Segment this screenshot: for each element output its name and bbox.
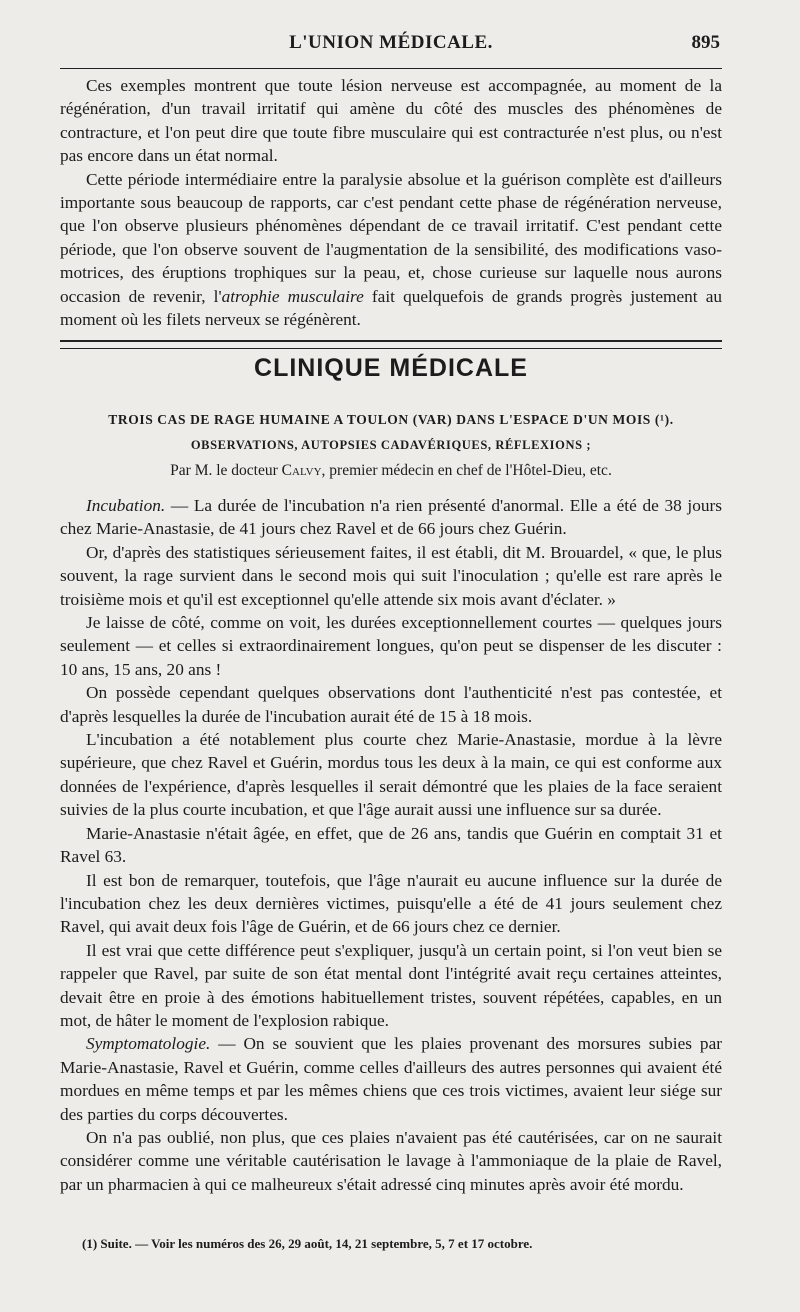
intro-text-block bbox=[60, 74, 722, 331]
paragraph-text: — On se souvient que les plaies provenant des morsures subies par Marie-Anastasie, Ravel et Guérin, comme celles d'ailleurs des autres personnes qui avaient été mordues en même temps et par les mêmes chiens que ces trois victimes, avaient leur siége sur des parties du corps découvertes. bbox=[60, 1034, 722, 1124]
header-rule bbox=[60, 68, 722, 69]
running-title: L'UNION MÉDICALE. bbox=[289, 32, 493, 53]
paragraph bbox=[60, 494, 722, 541]
paragraph: L'incubation a été notablement plus courte chez Marie-Anastasie, mordue à la lèvre supérieure, que chez Ravel et Guérin, mordus tous les deux à la main, ce qui est conforme aux données de l'expérience, d'après lesquelles il serait démontré que les plaies de la face seraient suivies de la plus courte incubation, et que l'âge aurait aussi une influence sur sa durée. bbox=[60, 730, 722, 820]
paragraph: Marie-Anastasie n'était âgée, en effet, que de 26 ans, tandis que Guérin en comptait 31 et Ravel 63. bbox=[60, 823, 722, 867]
section-title: CLINIQUE MÉDICALE bbox=[254, 354, 528, 382]
paragraph: Il est vrai que cette différence peut s'expliquer, jusqu'à un certain point, si l'on veut bien se rappeler que Ravel, par suite de son état mental dont l'intégrité avait reçu certaines atteintes, devait être en proie à des émotions habituellement tristes, souvent répétées, capables, en un mot, de hâter le moment de l'explosion rabique. bbox=[60, 940, 722, 1030]
article-body bbox=[60, 494, 722, 1196]
running-header bbox=[60, 26, 722, 62]
section-divider bbox=[60, 340, 722, 349]
paragraph-text: fait quelquefois de grands progrès justement au moment où les filets nerveux se régénèrent. bbox=[60, 286, 722, 330]
section-heading-inline: Incubation. bbox=[86, 496, 166, 515]
paragraph bbox=[60, 1032, 722, 1126]
article-subtitle: OBSERVATIONS, AUTOPSIES CADAVÉRIQUES, RÉFLEXIONS ; bbox=[190, 438, 592, 452]
paragraph: Or, d'après des statistiques sérieusement faites, il est établi, dit M. Brouardel, « que, le plus souvent, la rage survient dans le second mois qui suit l'inoculation ; qu'elle est rare après le troisième mois et qu'il est exceptionnel qu'elle attende six mois avant d'éclater. » bbox=[60, 542, 722, 609]
italic-term: atrophie musculaire bbox=[221, 286, 364, 306]
article-title: TROIS CAS DE RAGE HUMAINE A TOULON (VAR) DANS L'ESPACE D'UN MOIS (¹). bbox=[108, 412, 674, 427]
section-heading-inline: Symptomatologie. bbox=[86, 1034, 211, 1054]
paragraph: On possède cependant quelques observations dont l'authenticité n'est pas contestée, et d'après lesquelles la durée de l'incubation aurait été de 15 à 18 mois. bbox=[60, 683, 722, 726]
author-name: Calvy bbox=[281, 462, 322, 479]
paragraph: Ces exemples montrent que toute lésion nerveuse est accompagnée, au moment de la régénération, d'un travail irritatif qui amène du côté des muscles des phénomènes de contracture, et l'on peut dire que toute fibre musculaire qui est contracturée n'est plus, ou n'est pas encore dans un état normal. bbox=[60, 76, 722, 166]
paragraph bbox=[60, 168, 722, 332]
paragraph: On n'a pas oublié, non plus, que ces plaies n'avaient pas été cautérisées, car on ne saurait considérer comme une véritable cautérisation le lavage à l'ammoniaque de la plaie de Ravel, par un pharmacien à qui ce malheureux s'était adressé cinq minutes après avoir été mordu. bbox=[60, 1127, 722, 1194]
paragraph: Il est bon de remarquer, toutefois, que l'âge n'aurait eu aucune influence sur la durée de l'incubation chez les deux dernières victimes, puisqu'elle a été de 41 jours seulement chez Ravel, qui avait deux fois l'âge de Guérin, et de 66 jours chez ce dernier. bbox=[60, 870, 722, 937]
paragraph-text: — La durée de l'incubation n'a rien présenté d'anormal. Elle a été de 38 jours chez Marie-Anastasie, de 41 jours chez Ravel et de 66 jours chez Guérin. bbox=[60, 496, 722, 539]
byline-suffix: , premier médecin en chef de l'Hôtel-Dieu, etc. bbox=[321, 462, 612, 479]
paragraph: Je laisse de côté, comme on voit, les durées exceptionnellement courtes — quelques jours seulement — et celles si extraordinairement longues, qu'on peut se dispenser de les discuter : 10 ans, 15 ans, 20 ans ! bbox=[60, 613, 722, 679]
page-number: 895 bbox=[691, 32, 720, 53]
paragraph-text: Cette période intermédiaire entre la paralysie absolue et la guérison complète est d'ailleurs importante sous beaucoup de rapports, car c'est pendant cette phase de régénération nerveuse, que l'on observe plusieurs phénomènes dépendant de ce travail irritatif. C'est pendant cette période, que l'on observe souvent de l'augmentation de la sensibilité, des modifications vaso-motrices, des éruptions trophiques sur la peau, et, chose curieuse sur laquelle nous aurons occasion de revenir, l' bbox=[60, 169, 722, 306]
byline bbox=[60, 462, 722, 480]
byline-prefix: Par M. le docteur bbox=[170, 462, 282, 479]
footnote: (1) Suite. — Voir les numéros des 26, 29 août, 14, 21 septembre, 5, 7 et 17 octobre. bbox=[82, 1236, 533, 1251]
